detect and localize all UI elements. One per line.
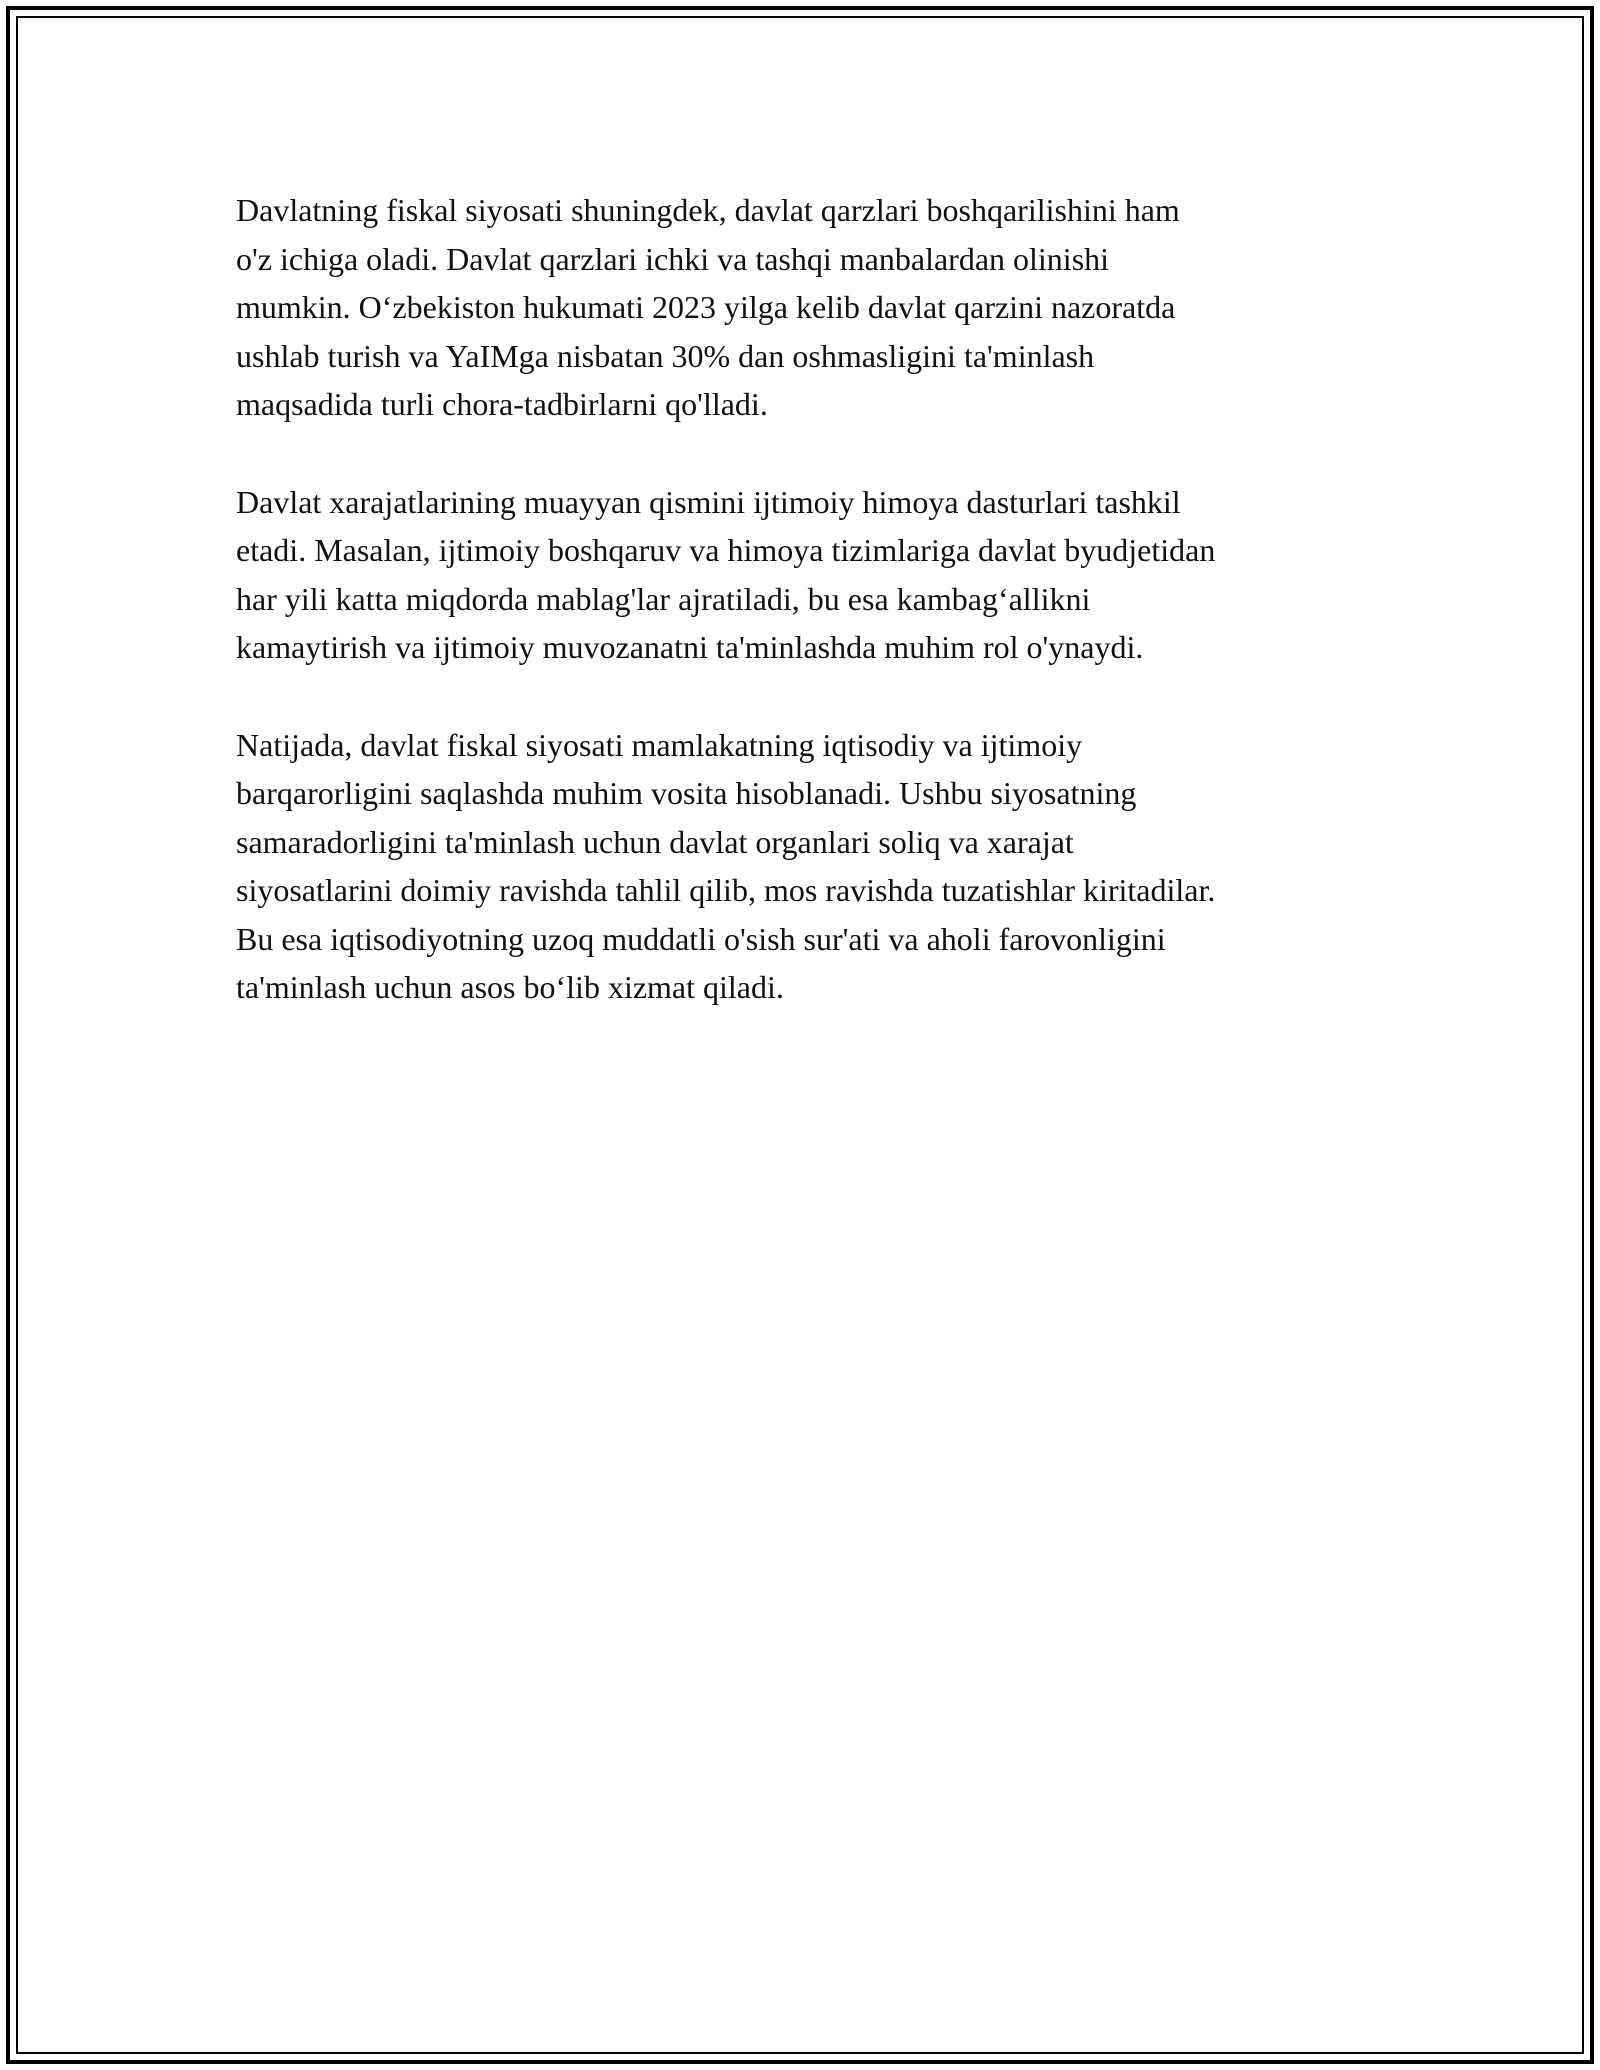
text-line: har yili katta miqdorda mablag'lar ajratiladi, bu esa kambag‘allikni bbox=[236, 580, 1091, 617]
text-line: barqarorligini saqlashda muhim vosita hisoblanadi. Ushbu siyosatning bbox=[236, 775, 1137, 811]
text-line: kamaytirish va ijtimoiy muvozanatni ta'minlashda muhim rol o'ynaydi. bbox=[236, 629, 1144, 665]
text-line: samaradorligini ta'minlash uchun davlat organlari soliq va xarajat bbox=[236, 823, 1074, 860]
text-line: etadi. Masalan, ijtimoiy boshqaruv va himoya tizimlariga davlat byudjetidan bbox=[236, 532, 1216, 568]
text-line: maqsadida turli chora-tadbirlarni qo'lladi. bbox=[236, 386, 768, 422]
text-line: siyosatlarini doimiy ravishda tahlil qilib, mos ravishda tuzatishlar kiritadilar. bbox=[236, 872, 1216, 908]
paragraph-fiscal-debt bbox=[236, 186, 1376, 429]
text-line: ushlab turish va YaIMga nisbatan 30% dan oshmasligini ta'minlash bbox=[236, 337, 1095, 374]
text-line: ta'minlash uchun asos bo‘lib xizmat qiladi. bbox=[236, 969, 784, 1005]
text-line: Bu esa iqtisodiyotning uzoq muddatli o'sish sur'ati va aholi farovonligini bbox=[236, 920, 1166, 957]
document-body bbox=[236, 186, 1376, 1061]
paragraph-conclusion bbox=[236, 721, 1376, 1012]
paragraph-social-protection bbox=[236, 478, 1376, 672]
text-line: Davlatning fiskal siyosati shuningdek, davlat qarzlari boshqarilishini ham bbox=[236, 192, 1180, 228]
text-line: Natijada, davlat fiskal siyosati mamlakatning iqtisodiy va ijtimoiy bbox=[236, 726, 1083, 763]
text-line: mumkin. O‘zbekiston hukumati 2023 yilga kelib davlat qarzini nazoratda bbox=[236, 289, 1176, 325]
text-line: o'z ichiga oladi. Davlat qarzlari ichki va tashqi manbalardan olinishi bbox=[236, 240, 1110, 277]
text-line: Davlat xarajatlarining muayyan qismini ijtimoiy himoya dasturlari tashkil bbox=[236, 483, 1181, 520]
